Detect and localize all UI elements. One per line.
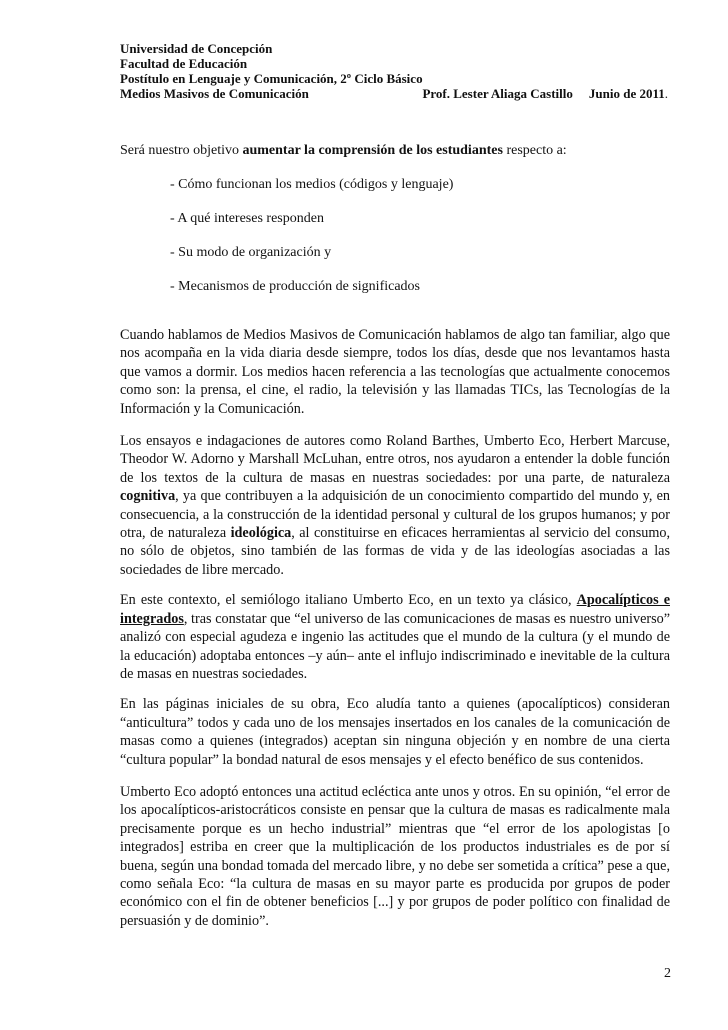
paragraph-3 xyxy=(120,591,670,683)
paragraph-5: Umberto Eco adoptó entonces una actitud ecléctica ante unos y otros. En su opinión, “el error de los apocalípticos-aristocráticos consiste en pensar que la cultura de masas es radicalmente mala precisamente porque es un hecho industrial” mientras que “el error de los apologistas [o integrados] estriba en creer que la multiplicación de los productos industriales es de por sí buena, según una bondad tomada del mercado libre, y no debe ser sometida a crítica” pese a que, como señala Eco: “la cultura de masas en su mayor parte es producida por grupos de poder económico con el fin de obtener beneficios [...] y por grupos de poder político con finalidad de persuasión y de dominio”. xyxy=(120,783,670,929)
header-right xyxy=(422,86,668,101)
list-item: - Mecanismos de producción de significados xyxy=(170,279,420,294)
list-item: - Su modo de organización y xyxy=(170,245,332,260)
objective-prefix: Será nuestro objetivo xyxy=(120,143,243,158)
paragraph-2-text-b: , ya que contribuyen a la adquisición de un conocimiento compartido del mundo y, en consecuencia, a la construcción de la identidad personal y cultural de los grupos humanos; y por otra, de naturaleza xyxy=(120,488,670,542)
term-cognitiva: cognitiva xyxy=(120,488,176,505)
header-program: Postítulo en Lenguaje y Comunicación, 2º Ciclo Básico xyxy=(120,71,423,86)
book-title: Apocalípticos e integrados xyxy=(120,592,670,627)
header-faculty: Facultad de Educación xyxy=(120,56,248,71)
objective-bold: aumentar la comprensión de los estudiantes xyxy=(242,143,503,158)
header-date-period: . xyxy=(664,86,668,101)
paragraph-1: Cuando hablamos de Medios Masivos de Comunicación hablamos de algo tan familiar, algo que nos acompaña en la vida diaria desde siempre, todos los días, desde que nos levantamos hasta que vamos a dormir. Los medios hacen referencia a las tecnologías que actualmente conocemos como son: la prensa, el cine, el radio, la televisión y las llamadas TICs, las Tecnologías de la Información y la Comunicación. xyxy=(120,327,670,417)
list-item: - A qué intereses responden xyxy=(170,211,324,226)
document-header xyxy=(120,41,680,101)
objective-statement xyxy=(120,142,680,159)
paragraph-4: En las páginas iniciales de su obra, Eco aludía tanto a quienes (apocalípticos) consideran “anticultura” todos y cada uno de los mensajes insertados en los canales de la comunicación de masas como a quienes (integrados) aceptan sin ninguna objeción y en nombre de una cierta “cultura popular” la bondad natural de esos mensajes y el efecto benéfico de sus contenidos. xyxy=(120,696,670,768)
page-number: 2 xyxy=(664,966,671,981)
paragraph-2 xyxy=(120,432,670,579)
paragraph-2-text-c: , al constituirse en eficaces herramientas al servicio del consumo, no sólo de objetos, sino también de las formas de vida y de las ideologías asociadas a las sociedades de libre mercado. xyxy=(120,525,670,578)
paragraph-2-text-a: Los ensayos e indagaciones de autores como Roland Barthes, Umberto Eco, Herbert Marcuse, Theodor W. Adorno y Marshall McLuhan, entre otros, nos ayudaron a entender la doble función de los textos de la cultura de masas en nuestras sociedades: por una parte, de naturaleza xyxy=(120,433,670,486)
header-date: Junio de 2011 xyxy=(588,86,665,101)
document-body xyxy=(120,326,670,944)
objective-suffix: respecto a: xyxy=(502,143,567,158)
paragraph-3-text-b: , tras constatar que “el universo de las comunicaciones de masas es nuestro universo” analizó con especial agudeza e ingenio las actitudes que el mundo de la cultura (y el mundo de la educación) adoptaba entonces –y aún– ante el influjo indiscriminado e inevitable de la cultura de masas en nuestras sociedades. xyxy=(120,610,670,682)
header-university: Universidad de Concepción xyxy=(120,41,273,56)
header-course: Medios Masivos de Comunicación xyxy=(120,86,309,101)
objective-list xyxy=(170,176,670,312)
paragraph-3-text-a: En este contexto, el semiólogo italiano Umberto Eco, en un texto ya clásico, xyxy=(120,592,577,609)
term-ideologica: ideológica xyxy=(230,525,292,542)
header-professor: Prof. Lester Aliaga Castillo xyxy=(422,86,573,101)
list-item: - Cómo funcionan los medios (códigos y lenguaje) xyxy=(170,177,454,192)
header-course-row xyxy=(120,86,680,101)
